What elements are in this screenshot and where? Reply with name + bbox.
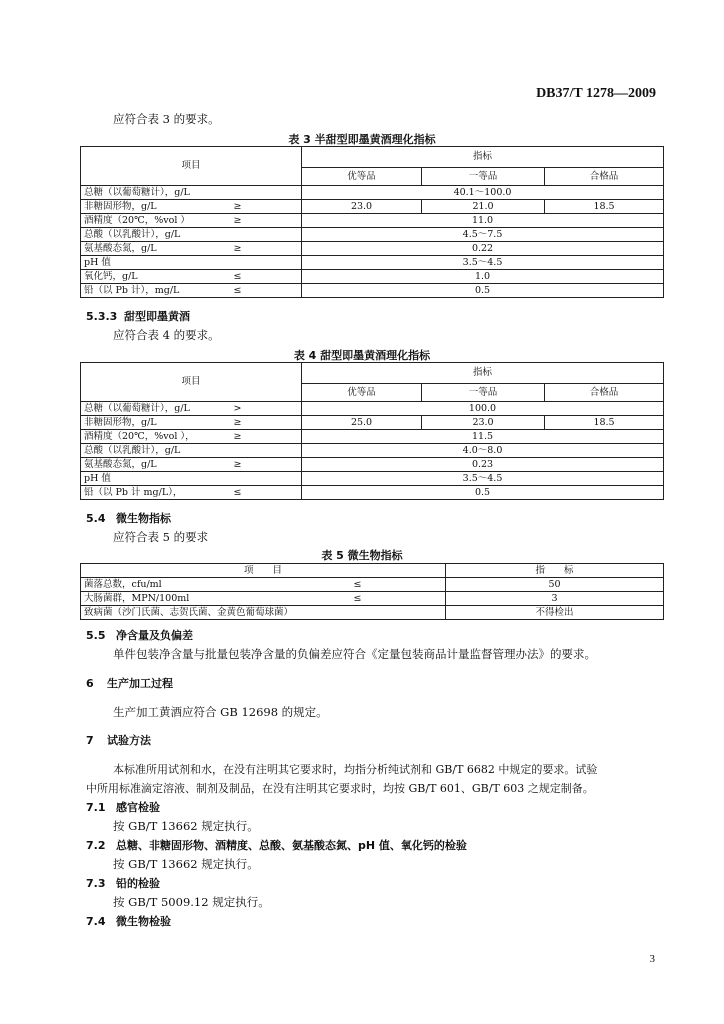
section-title: 铅的检验 [116,877,160,890]
table3-item: 氧化钙，g/L [81,270,231,284]
section-heading-7-2 [86,837,467,853]
section-number: 7.3 [86,877,106,890]
table4-grade: 一等品 [422,384,545,402]
table3-value: 1.0 [302,270,664,284]
table3-header-row [81,147,664,168]
table3 [80,146,664,298]
table5-cmp: ≤ [351,578,446,592]
section-number: 7.1 [86,801,106,814]
table5-value: 50 [446,578,664,592]
section-heading-7-4 [86,913,171,929]
table4-header-row [81,363,664,384]
table4-head-item: 项目 [81,363,302,402]
table4-item: pH 值 [81,472,231,486]
table3-cmp: ≥ [231,214,302,228]
section-title: 甜型即墨黄酒 [124,310,190,323]
table5-header-row [81,564,664,578]
section-number: 5.5 [86,629,106,642]
section-heading-7-1 [86,799,160,815]
table4-item: 铅（以 Pb 计 mg/L）， [81,486,231,500]
table5 [80,563,664,620]
table3-value: 0.22 [302,242,664,256]
table3-value: 18.5 [545,200,664,214]
table-row [81,402,664,416]
table5-item: 菌落总数，cfu/ml [81,578,351,592]
table3-cmp: ≥ [231,242,302,256]
section-title: 试验方法 [107,734,151,747]
table3-cmp [231,228,302,242]
table3-item: pH 值 [81,256,231,270]
table-row [81,592,664,606]
table-row [81,472,664,486]
table3-cmp: ≤ [231,270,302,284]
section-heading-7 [86,732,151,748]
table3-item: 非糖固形物，g/L [81,200,231,214]
table5-item: 致病菌（沙门氏菌、志贺氏菌、金黄色葡萄球菌） [81,606,446,620]
table3-cmp: ≤ [231,284,302,298]
table4-cmp: > [231,402,302,416]
table4-grade: 合格品 [545,384,664,402]
table3-value: 23.0 [302,200,422,214]
section-heading-5-4 [86,510,171,526]
table-row [81,606,664,620]
section-number: 5.3.3 [86,310,118,323]
section-heading-6 [86,675,173,691]
section-title: 微生物指标 [116,512,171,525]
table3-value: 4.5～7.5 [302,228,664,242]
table-row [81,284,664,298]
section-title: 感官检验 [116,801,160,814]
section-number: 6 [86,677,94,690]
table4-grade: 优等品 [302,384,422,402]
table5-head-item: 项 目 [81,564,446,578]
table-row [81,486,664,500]
table4-cmp: ≤ [231,486,302,500]
section-title: 微生物检验 [116,915,171,928]
table3-head-item: 项目 [81,147,302,186]
intro-text: 应符合表 3 的要求。 [113,112,220,126]
table4-item: 总酸（以乳酸计），g/L [81,444,231,458]
table3-item: 酒精度（20℃，%vol ） [81,214,231,228]
table3-grade: 一等品 [422,168,545,186]
table3-grade: 合格品 [545,168,664,186]
table4-item: 酒精度（20℃，%vol ）， [81,430,231,444]
table4-value: 0.23 [302,458,664,472]
section-text: 生产加工黄酒应符合 GB 12698 的规定。 [113,705,328,719]
table3-cmp [231,186,302,200]
table4-cmp [231,444,302,458]
table3-head-index: 指标 [302,147,664,168]
table4-value: 25.0 [302,416,422,430]
table5-caption: 表 5 微生物指标 [321,549,403,562]
table4-item: 总糖（以葡萄糖计），g/L [81,402,231,416]
table4-value: 23.0 [422,416,545,430]
table4-caption: 表 4 甜型即墨黄酒理化指标 [293,349,431,362]
table5-value: 3 [446,592,664,606]
table4 [80,362,664,500]
table-row [81,242,664,256]
table4-value: 3.5～4.5 [302,472,664,486]
table-row [81,416,664,430]
table3-value: 11.0 [302,214,664,228]
section-text: 按 GB/T 5009.12 规定执行。 [113,895,270,909]
table4-item: 非糖固形物，g/L [81,416,231,430]
section-text: 应符合表 5 的要求 [113,530,209,544]
table-row [81,578,664,592]
table-row [81,430,664,444]
section-number: 7.4 [86,915,106,928]
section-text: 中所用标准滴定溶液、制剂及制品，在没有注明其它要求时，均按 GB/T 601、GB/T 603 之规定制备。 [86,782,594,795]
section-text: 单件包装净含量与批量包装净含量的负偏差应符合《定量包装商品计量监督管理办法》的要求。 [113,647,596,661]
table4-value: 4.0～8.0 [302,444,664,458]
section-title: 净含量及负偏差 [116,629,193,642]
table3-cmp: ≥ [231,200,302,214]
table-row [81,214,664,228]
table3-value: 40.1～100.0 [302,186,664,200]
table-row [81,186,664,200]
table3-value: 0.5 [302,284,664,298]
table-row [81,270,664,284]
table4-value: 18.5 [545,416,664,430]
table-row [81,200,664,214]
table3-value: 3.5～4.5 [302,256,664,270]
section-text: 本标准所用试剂和水，在没有注明其它要求时，均指分析纯试剂和 GB/T 6682 中规定的要求。试验 [113,763,598,776]
section-text: 按 GB/T 13662 规定执行。 [113,857,259,871]
table3-item: 铅（以 Pb 计），mg/L [81,284,231,298]
table3-grade: 优等品 [302,168,422,186]
table4-cmp: ≥ [231,430,302,444]
table4-cmp [231,472,302,486]
section-number: 7 [86,734,94,747]
section-title: 总糖、非糖固形物、酒精度、总酸、氨基酸态氮、pH 值、氧化钙的检验 [116,839,467,852]
table4-value: 100.0 [302,402,664,416]
section-text: 应符合表 4 的要求。 [113,328,220,342]
table3-value: 21.0 [422,200,545,214]
section-title: 生产加工过程 [107,677,173,690]
table4-item: 氨基酸态氮，g/L [81,458,231,472]
table5-item: 大肠菌群，MPN/100ml [81,592,351,606]
table-row [81,256,664,270]
page-number: 3 [649,953,655,965]
section-number: 7.2 [86,839,106,852]
section-number: 5.4 [86,512,106,525]
table3-item: 总糖（以葡萄糖计），g/L [81,186,231,200]
table5-head-index: 指 标 [446,564,664,578]
table5-cmp: ≤ [351,592,446,606]
table4-cmp: ≥ [231,458,302,472]
table4-value: 11.5 [302,430,664,444]
table-row [81,458,664,472]
table-row [81,228,664,242]
table4-head-index: 指标 [302,363,664,384]
table3-item: 氨基酸态氮，g/L [81,242,231,256]
section-heading-5-5 [86,627,193,643]
table-row [81,444,664,458]
table4-value: 0.5 [302,486,664,500]
table3-caption: 表 3 半甜型即墨黄酒理化指标 [288,133,436,146]
table5-value: 不得检出 [446,606,664,620]
document-code: DB37/T 1278—2009 [536,86,656,101]
section-heading-5-3-3 [86,308,190,324]
section-heading-7-3 [86,875,160,891]
section-text: 按 GB/T 13662 规定执行。 [113,819,259,833]
table4-cmp: ≥ [231,416,302,430]
table3-cmp [231,256,302,270]
table3-item: 总酸（以乳酸计），g/L [81,228,231,242]
